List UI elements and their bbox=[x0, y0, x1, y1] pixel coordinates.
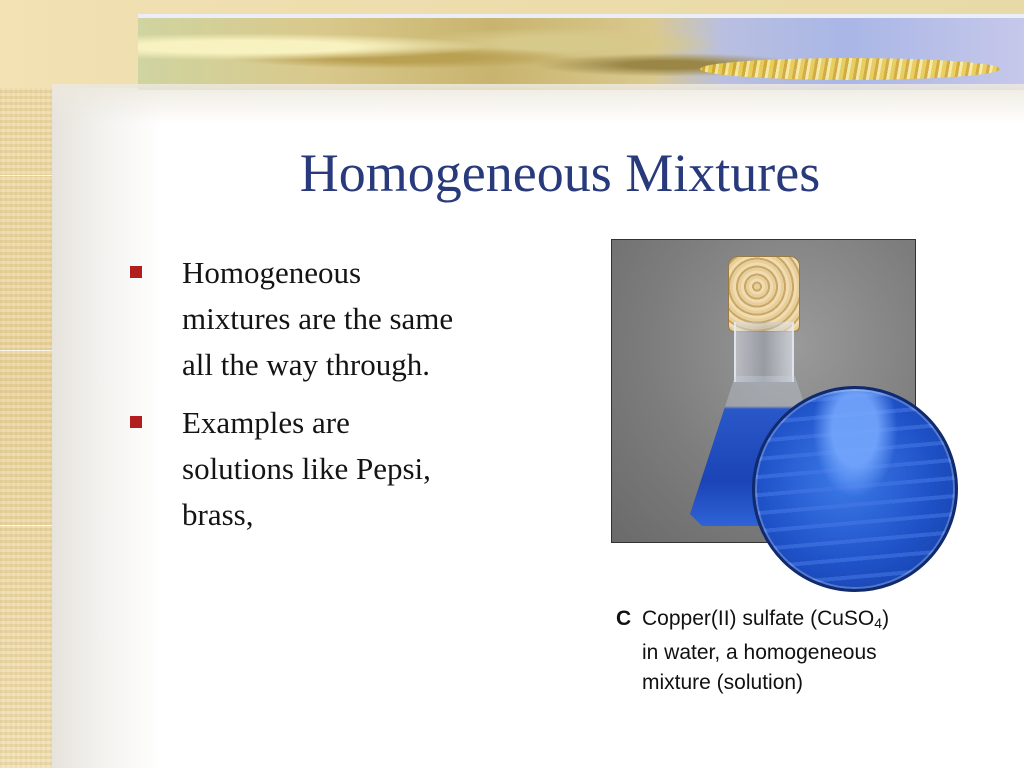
bullet-line: mixtures are the same bbox=[182, 301, 454, 336]
slide-title: Homogeneous Mixtures bbox=[299, 143, 821, 203]
bullet-line: Examples are bbox=[182, 405, 350, 440]
bullet-item bbox=[130, 250, 550, 388]
cork-stopper bbox=[728, 256, 800, 332]
bullet-list bbox=[130, 250, 550, 550]
flask-neck bbox=[734, 322, 794, 382]
bullet-marker-icon bbox=[130, 416, 142, 428]
caption-line: in water, a homogeneous bbox=[642, 641, 877, 664]
decorative-banner bbox=[0, 0, 1024, 88]
bullet-line: solutions like Pepsi, bbox=[182, 451, 431, 486]
magnifier-lens bbox=[752, 386, 958, 592]
figure-caption bbox=[616, 604, 956, 698]
banner-gold-ornament bbox=[700, 58, 1000, 80]
caption-line: Copper(II) sulfate (CuSO$_4$) bbox=[642, 607, 890, 631]
bullet-marker-icon bbox=[130, 266, 142, 278]
bullet-line: Homogeneous bbox=[182, 255, 362, 290]
bullet-line: brass, bbox=[182, 497, 254, 532]
banner-fade bbox=[52, 84, 1024, 124]
caption-line: mixture (solution) bbox=[642, 671, 804, 694]
left-parchment-strip bbox=[0, 0, 52, 768]
bullet-line: all the way through. bbox=[182, 347, 430, 382]
bullet-item bbox=[130, 400, 550, 538]
caption-letter: C bbox=[616, 607, 632, 630]
